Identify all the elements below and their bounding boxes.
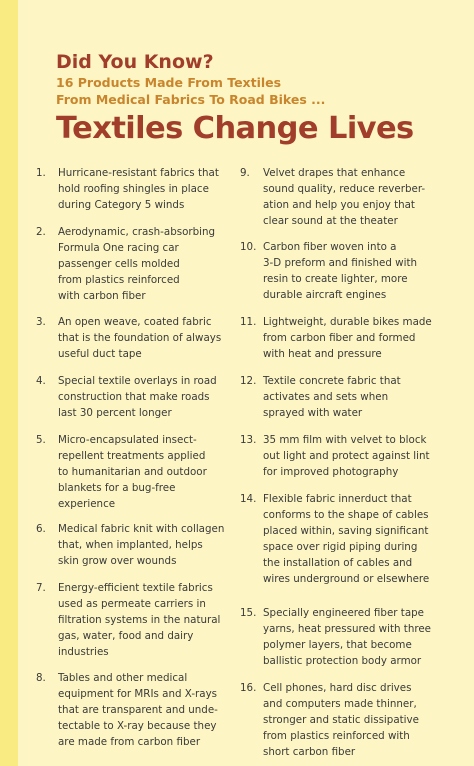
list-item-line: equipment for MRIs and X-rays bbox=[58, 688, 218, 700]
list-item-line: tectable to X-ray because they bbox=[58, 720, 217, 732]
list-item-line: Textile concrete fabric that bbox=[263, 375, 401, 387]
list-item-line: gas, water, food and dairy bbox=[58, 630, 194, 642]
list-item-text bbox=[263, 491, 429, 587]
list-item-line: Special textile overlays in road bbox=[58, 375, 217, 387]
list-item-line: stronger and static dissipative bbox=[263, 714, 419, 726]
list-item-text bbox=[58, 373, 217, 421]
list-item-line: that are transparent and unde- bbox=[58, 704, 218, 716]
list-item-number: 12. bbox=[240, 375, 257, 387]
list-item-line: construction that make roads bbox=[58, 391, 210, 403]
list-item-line: filtration systems in the natural bbox=[58, 614, 221, 626]
list-item-line: short carbon fiber bbox=[263, 746, 356, 758]
list-item-line: useful duct tape bbox=[58, 348, 142, 360]
list-item-number: 15. bbox=[240, 607, 257, 619]
list-item-text bbox=[58, 432, 207, 512]
list-item-number: 7. bbox=[36, 582, 46, 594]
list-item-line: clear sound at the theater bbox=[263, 215, 398, 227]
did-you-know-heading: Did You Know? bbox=[56, 51, 214, 73]
list-item-line: ation and help you enjoy that bbox=[263, 199, 415, 211]
list-item-text bbox=[263, 314, 432, 362]
list-item-line: from plastics reinforced bbox=[58, 274, 180, 286]
list-item-line: out light and protect against lint bbox=[263, 450, 430, 462]
list-item-number: 8. bbox=[36, 672, 46, 684]
list-item-line: Flexible fabric innerduct that bbox=[263, 493, 412, 505]
list-item-line: and computers made thinner, bbox=[263, 698, 417, 710]
list-item-text bbox=[58, 670, 218, 750]
list-item-line: wires underground or elsewhere bbox=[263, 573, 430, 585]
list-item-line: are made from carbon fiber bbox=[58, 736, 201, 748]
list-item-line: space over rigid piping during bbox=[263, 541, 418, 553]
list-item-number: 14. bbox=[240, 493, 257, 505]
list-item-number: 9. bbox=[240, 167, 250, 179]
list-item-line: yarns, heat pressured with three bbox=[263, 623, 432, 635]
list-item-line: industries bbox=[58, 646, 109, 658]
list-item-number: 4. bbox=[36, 375, 46, 387]
list-item-line: Tables and other medical bbox=[58, 672, 188, 684]
list-item-number: 10. bbox=[240, 241, 257, 253]
list-item-line: passenger cells molded bbox=[58, 258, 180, 270]
list-item-line: resin to create lighter, more bbox=[263, 273, 408, 285]
list-item-line: during Category 5 winds bbox=[58, 199, 185, 211]
list-item-line: activates and sets when bbox=[263, 391, 389, 403]
list-item-text bbox=[58, 521, 224, 569]
list-item-line: sound quality, reduce reverber- bbox=[263, 183, 426, 195]
list-item-text bbox=[58, 580, 220, 660]
list-item-line: hold roofing shingles in place bbox=[58, 183, 209, 195]
list-item-line: Lightweight, durable bikes made bbox=[263, 316, 432, 328]
list-item-line: that, when implanted, helps bbox=[58, 539, 203, 551]
list-item-line: last 30 percent longer bbox=[58, 407, 172, 419]
list-item-line: Formula One racing car bbox=[58, 242, 179, 254]
list-item-number: 2. bbox=[36, 226, 46, 238]
list-item-line: Velvet drapes that enhance bbox=[263, 167, 406, 179]
list-item-number: 11. bbox=[240, 316, 257, 328]
list-item-line: from carbon fiber and formed bbox=[263, 332, 416, 344]
list-item-line: for improved photography bbox=[263, 466, 399, 478]
list-item-number: 16. bbox=[240, 682, 257, 694]
list-item-line: Carbon fiber woven into a bbox=[263, 241, 397, 253]
list-item-line: durable aircraft engines bbox=[263, 289, 387, 301]
header bbox=[56, 50, 466, 149]
list-item-line: Hurricane-resistant fabrics that bbox=[58, 167, 219, 179]
list-item-line: placed within, saving significant bbox=[263, 525, 429, 537]
list-item-text bbox=[58, 165, 219, 213]
list-item-line: sprayed with water bbox=[263, 407, 363, 419]
list-item-number: 13. bbox=[240, 434, 257, 446]
list-item-line: used as permeate carriers in bbox=[58, 598, 206, 610]
list-item-line: 35 mm film with velvet to block bbox=[263, 434, 427, 446]
list-item-line: Medical fabric knit with collagen bbox=[58, 523, 225, 535]
list-item-line: the installation of cables and bbox=[263, 557, 413, 569]
list-item-line: Aerodynamic, crash-absorbing bbox=[58, 226, 216, 238]
subtitle-line-1: 16 Products Made From Textiles bbox=[56, 75, 282, 90]
list-item-text bbox=[263, 239, 417, 303]
list-item-line: 3-D preform and finished with bbox=[263, 257, 418, 269]
list-item-line: with carbon fiber bbox=[58, 290, 146, 302]
list-item-number: 1. bbox=[36, 167, 46, 179]
list-item-line: polymer layers, that become bbox=[263, 639, 412, 651]
list-item-line: Specially engineered fiber tape bbox=[263, 607, 425, 619]
list-item-line: conforms to the shape of cables bbox=[263, 509, 429, 521]
list-item-number: 3. bbox=[36, 316, 46, 328]
list-item-text bbox=[263, 432, 430, 480]
side-color-band bbox=[0, 0, 18, 766]
list-item-line: from plastics reinforced with bbox=[263, 730, 410, 742]
list-item-text bbox=[263, 165, 425, 229]
list-item-line: ballistic protection body armor bbox=[263, 655, 422, 667]
list-item-line: with heat and pressure bbox=[263, 348, 382, 360]
list-item-line: repellent treatments applied bbox=[58, 450, 206, 462]
list-item-line: blankets for a bug-free bbox=[58, 482, 176, 494]
list-item-line: Cell phones, hard disc drives bbox=[263, 682, 412, 694]
list-item-line: Micro-encapsulated insect- bbox=[58, 434, 197, 446]
list-item-text bbox=[58, 224, 215, 304]
list-item-line: that is the foundation of always bbox=[58, 332, 222, 344]
list-item-text bbox=[263, 373, 401, 421]
page-title: Textiles Change Lives bbox=[56, 111, 414, 146]
list-item-text bbox=[263, 680, 419, 760]
list-item-text bbox=[263, 605, 431, 669]
list-item-text bbox=[58, 314, 221, 362]
subtitle-line-2: From Medical Fabrics To Road Bikes ... bbox=[56, 92, 326, 107]
list-item-line: skin grow over wounds bbox=[58, 555, 177, 567]
list-item-line: Energy-efficient textile fabrics bbox=[58, 582, 213, 594]
list-item-line: An open weave, coated fabric bbox=[58, 316, 212, 328]
list-item-number: 5. bbox=[36, 434, 46, 446]
list-item-line: experience bbox=[58, 498, 116, 510]
list-item-number: 6. bbox=[36, 523, 46, 535]
list-item-line: to humanitarian and outdoor bbox=[58, 466, 207, 478]
